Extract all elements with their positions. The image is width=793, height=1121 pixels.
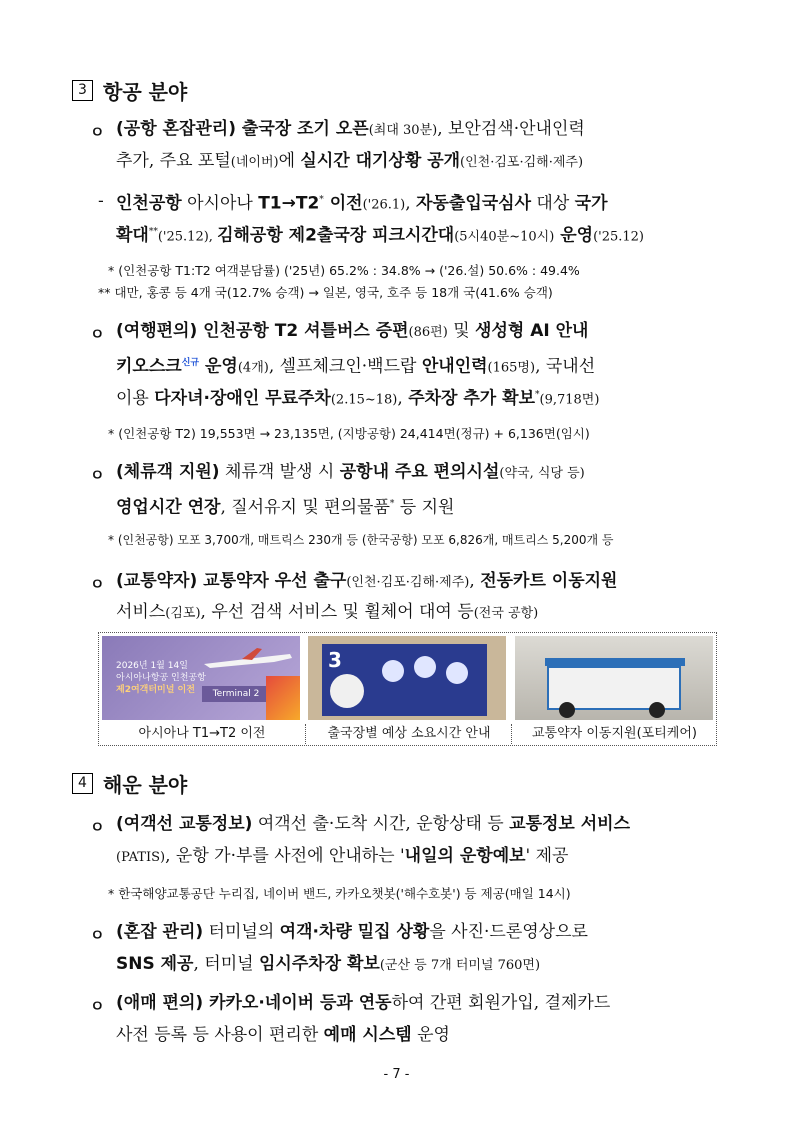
photo-line: 제2여객터미널 이전 [116, 685, 195, 695]
text: 터미널의 [203, 922, 280, 942]
bullet-marker: ㅇ [90, 466, 105, 484]
bold-text: 전동카트 이동지원 [480, 571, 618, 591]
new-badge: 신규 [181, 358, 200, 368]
small-text: (5시40분~10시) [454, 229, 555, 245]
paragraph-line [116, 845, 568, 869]
bold-text: 카카오·네이버 등과 연동 [203, 993, 392, 1013]
footnote: * (인천공항) 모포 3,700개, 매트릭스 230개 등 (한국공항) 모포 6,826개, 매트리스 5,200개 등 [108, 533, 614, 547]
bullet-marker: ㅇ [90, 926, 105, 944]
bold-text: (교통약자) 교통약자 우선 출구 [116, 571, 347, 591]
paragraph-line [116, 320, 588, 344]
text: , 질서유지 및 편의물품 [220, 497, 390, 518]
small-text: (인천·김포·김해·제주) [346, 575, 470, 590]
bold-text: 내일의 운항예보 [404, 846, 526, 866]
small-text: (최대 30분) [368, 123, 438, 138]
small-text: (인천·김포·김해·제주) [460, 155, 584, 170]
text: , [397, 388, 409, 409]
bold-text: 주차장 추가 확보 [408, 388, 535, 409]
photo-date: 2026년 1월 14일 [116, 661, 188, 671]
text: 운영 [411, 1025, 450, 1045]
dash-marker: - [98, 191, 104, 210]
text: , 터미널 [193, 954, 259, 974]
photo-text [116, 660, 206, 696]
airplane-icon [202, 646, 294, 672]
bold-text: T1→T2 [258, 193, 320, 214]
paragraph-line [116, 953, 540, 977]
bold-text: 이전 [323, 193, 363, 214]
section-number: 4 [72, 773, 93, 794]
bold-text: 국가 [574, 193, 608, 214]
footnote-mark: * [535, 390, 540, 400]
photo-wait-time-display [308, 636, 506, 720]
bold-text: 교통정보 서비스 [509, 814, 631, 834]
paragraph-line [116, 352, 595, 380]
small-text: (165명) [487, 360, 536, 376]
bold-text: 김해공항 제2출국장 피크시간대 [217, 225, 455, 246]
photo-strip [98, 632, 717, 746]
photo-caption: 아시아나 T1→T2 이전 [138, 726, 266, 741]
footnote-mark: * [319, 195, 324, 205]
photo-caption: 출국장별 예상 소요시간 안내 [305, 724, 512, 744]
small-text: ('25.12), [157, 229, 218, 245]
terminal-sign: Terminal 2 [202, 686, 270, 702]
footnote-mark: ** [148, 227, 158, 237]
status-circle [414, 656, 436, 678]
paragraph-line [116, 189, 608, 217]
text: , 보안검색·안내인력 [437, 119, 585, 139]
paragraph-line [116, 221, 644, 249]
bullet-marker: ㅇ [90, 325, 105, 343]
bold-text: 인천공항 [116, 193, 182, 214]
text: 을 사진·드론영상으로 [429, 922, 588, 942]
photo-caption: 교통약자 이동지원(포티케어) [511, 724, 717, 744]
bold-text: (혼잡 관리) [116, 922, 204, 942]
bold-text: 임시주차장 확보 [258, 954, 380, 974]
small-text: (네이버) [230, 155, 279, 170]
bold-text: (체류객 지원) [116, 462, 220, 482]
section-title: 항공 분야 [103, 80, 188, 104]
small-text: (2.15~18) [330, 392, 398, 408]
footnote: * (인천공항 T1:T2 여객분담률) ('25년) 65.2% : 34.8% → ('26.설) 50.6% : 49.4% [108, 263, 580, 278]
small-text: (김포) [165, 606, 201, 621]
text: , [469, 571, 481, 591]
bold-text: (공항 혼잡관리) 출국장 조기 오픈 [116, 119, 369, 139]
text: 여객선 출·도착 시간, 운항상태 등 [252, 814, 510, 834]
paragraph-line [116, 570, 617, 594]
bullet-marker: ㅇ [90, 997, 105, 1015]
text: 이용 [116, 388, 155, 409]
small-text: (4개) [237, 360, 269, 376]
bold-text: 키오스크 [116, 356, 182, 377]
photo-line: 아시아나항공 인천공항 [116, 673, 206, 683]
bold-text: 여객·차량 밀집 상황 [279, 922, 430, 942]
footnote-mark: * [389, 499, 395, 509]
text: , 운항 가·부를 사전에 안내하는 ' [165, 846, 405, 866]
small-text: ('25.12) [593, 229, 644, 245]
paragraph-line [116, 384, 599, 412]
bold-text: 안내인력 [421, 356, 488, 377]
paragraph-line [116, 1024, 450, 1046]
footnote: * 한국해양교통공단 누리집, 네이버 밴드, 카카오챗봇('해수호봇') 등 제공(매일 14시) [108, 886, 571, 901]
paragraph-line [116, 493, 454, 519]
text: , 셀프체크인·백드랍 [268, 356, 422, 377]
gate-number: 3 [328, 648, 342, 672]
text: 체류객 발생 시 [219, 462, 340, 482]
text: , 국내선 [535, 356, 596, 377]
bold-text: 예매 시스템 [323, 1025, 412, 1045]
footnote: ** 대만, 홍콩 등 4개 국(12.7% 승객) → 일본, 영국, 호주 등 18개 국(41.6% 승객) [98, 285, 553, 300]
bold-text: 실시간 대기상황 공개 [300, 151, 461, 171]
section-number: 3 [72, 80, 93, 101]
bold-text: 확대 [116, 225, 149, 246]
photo-electric-cart [515, 636, 713, 720]
section-heading [72, 769, 187, 798]
text: 아시아나 [181, 193, 259, 214]
text: 에 [278, 151, 301, 171]
text: 및 [447, 321, 476, 341]
bold-text: 공항내 주요 편의시설 [339, 462, 500, 482]
text: , 우선 검색 서비스 및 휠체어 대여 등 [200, 602, 474, 622]
photo-asiana-relocation [102, 636, 300, 720]
page-number: - 7 - [383, 1067, 410, 1082]
cart-roof [545, 658, 685, 666]
text: 서비스 [116, 602, 166, 622]
bold-text: (여객선 교통정보) [116, 814, 253, 834]
bold-text: 운영 [554, 225, 594, 246]
small-text: (9,718면) [539, 392, 600, 408]
bold-text: 운영 [199, 356, 238, 377]
small-text: (PATIS) [116, 850, 166, 865]
text: 대상 [531, 193, 575, 214]
small-text: (86편) [408, 325, 448, 340]
section-title: 해운 분야 [103, 773, 188, 797]
paragraph-line [116, 150, 583, 174]
text: 하여 간편 회원가입, 결제카드 [391, 993, 611, 1013]
text: ' 제공 [525, 846, 569, 866]
paragraph-line [116, 118, 585, 142]
text: 사전 등록 등 사용이 편리한 [116, 1025, 324, 1045]
text: 추가, 주요 포털 [116, 151, 231, 171]
wheel [559, 702, 575, 718]
text: 등 지원 [394, 497, 455, 518]
paragraph-line [116, 601, 538, 625]
paragraph-line [116, 813, 630, 835]
bullet-marker: ㅇ [90, 818, 105, 836]
text: , [405, 193, 417, 214]
paragraph-line [116, 921, 588, 943]
brand-stripes [266, 676, 300, 720]
status-circle [446, 662, 468, 684]
bullet-marker: ㅇ [90, 123, 105, 141]
bold-text: 영업시간 연장 [116, 497, 221, 518]
bold-text: 생성형 AI 안내 [475, 321, 589, 341]
small-text: (군산 등 7개 터미널 760면) [379, 958, 541, 973]
paragraph-line [116, 461, 585, 485]
bold-text: 자동출입국심사 [416, 193, 532, 214]
small-text: (약국, 식당 등) [499, 466, 585, 481]
footnote: * (인천공항 T2) 19,553면 → 23,135면, (지방공항) 24,414면(정규) + 6,136면(임시) [108, 426, 590, 441]
paragraph-line [116, 992, 610, 1014]
bold-text: (애매 편의) [116, 993, 204, 1013]
small-text: (전국 공항) [473, 606, 539, 621]
bold-text: SNS 제공 [116, 954, 194, 974]
bullet-marker: ㅇ [90, 575, 105, 593]
display-screen [322, 644, 487, 716]
section-heading [72, 76, 187, 105]
small-text: ('26.1) [362, 197, 406, 213]
clock-icon [330, 674, 364, 708]
status-circle [382, 660, 404, 682]
bold-text: 다자녀·장애인 무료주차 [154, 388, 331, 409]
wheel [649, 702, 665, 718]
bold-text: (여행편의) 인천공항 T2 셔틀버스 증편 [116, 321, 409, 341]
